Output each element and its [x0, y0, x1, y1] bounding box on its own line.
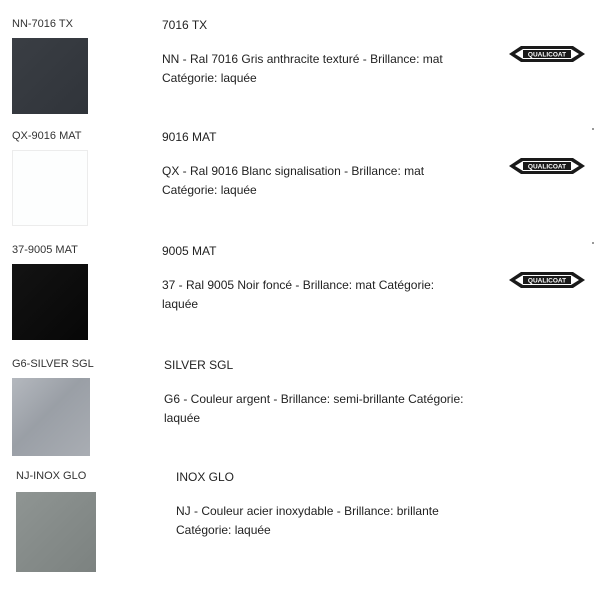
color-code: QX-9016 MAT: [12, 130, 82, 142]
logo-text: QUALICOAT: [527, 277, 567, 285]
color-description: G6 - Couleur argent - Brillance: semi-brillante Catégorie: laquée: [164, 392, 464, 425]
color-swatch[interactable]: [16, 492, 96, 572]
logo-text: QUALICOAT: [527, 51, 567, 59]
color-swatch[interactable]: [12, 378, 90, 456]
edge-tick: [592, 128, 594, 130]
qualicoat-logo-icon: [507, 40, 587, 68]
qualicoat-logo-icon: [507, 152, 587, 180]
color-code: 37-9005 MAT: [12, 244, 78, 256]
color-description: NN - Ral 7016 Gris anthracite texturé - Brillance: mat Catégorie: laquée: [162, 52, 443, 85]
color-code: G6-SILVER SGL: [12, 358, 94, 370]
color-code: NJ-INOX GLO: [16, 470, 87, 482]
color-name: 9005 MAT: [162, 244, 217, 258]
color-description: 37 - Ral 9005 Noir foncé - Brillance: mat Catégorie: laquée: [162, 278, 435, 311]
color-swatch[interactable]: [12, 38, 88, 114]
color-name: 7016 TX: [162, 18, 208, 32]
color-swatch[interactable]: [12, 264, 88, 340]
color-name: INOX GLO: [176, 470, 235, 484]
color-swatch[interactable]: [12, 150, 88, 226]
color-code: NN-7016 TX: [12, 18, 73, 30]
color-name: SILVER SGL: [164, 358, 234, 372]
edge-tick: [592, 242, 594, 244]
color-description: NJ - Couleur acier inoxydable - Brillance: brillante Catégorie: laquée: [176, 504, 439, 537]
color-description: QX - Ral 9016 Blanc signalisation - Brillance: mat Catégorie: laquée: [162, 164, 425, 197]
color-name: 9016 MAT: [162, 130, 217, 144]
qualicoat-logo-icon: [507, 266, 587, 294]
logo-text: QUALICOAT: [527, 163, 567, 171]
